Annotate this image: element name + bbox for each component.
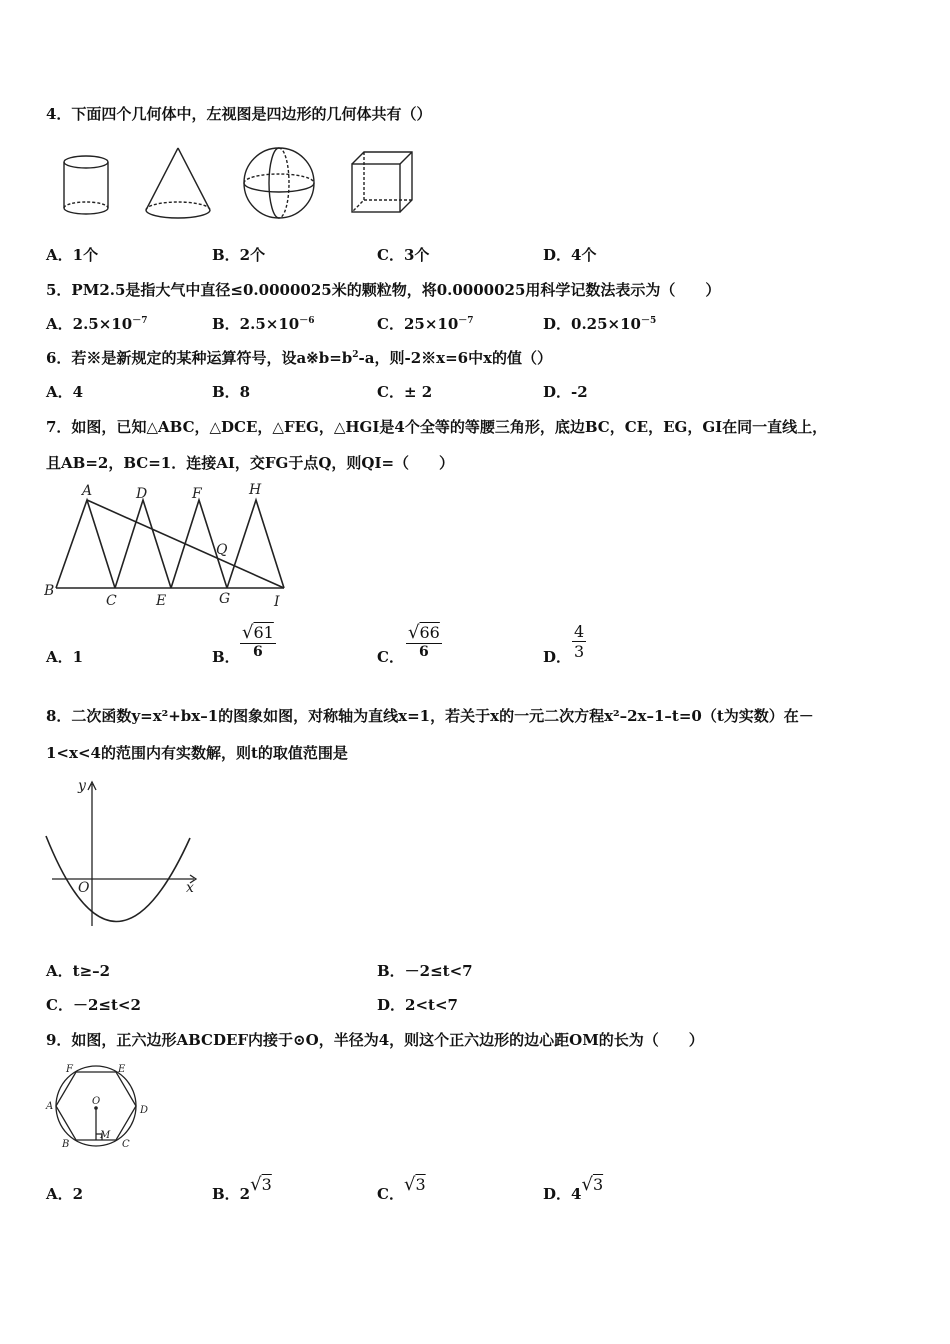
q7-stem-line1: 7．如图，已知△ABC，△DCE，△FEG，△HGI是4个全等的等腰三角形，底边BC，CE，EG，GI在同一直线上， (46, 418, 828, 436)
q8-option-a[interactable]: A．t≥–2 (46, 962, 111, 980)
q7-label-q: Q (216, 542, 228, 558)
q4-option-a[interactable]: A．1个 (46, 246, 99, 264)
q7-option-c-label[interactable]: C． (377, 648, 404, 666)
q9-option-c-sqrt-icon: √ (403, 1174, 416, 1195)
q9-option-b-sqrt-icon: √ (250, 1174, 262, 1195)
q9-option-a[interactable]: A．2 (46, 1185, 84, 1203)
q5-option-d-exponent: －5 (640, 316, 657, 326)
q8-x-label: x (186, 880, 194, 896)
q7-option-c-numerator: 66 (419, 623, 440, 642)
q7-option-b-fraction (240, 622, 276, 660)
q5-option-c[interactable] (377, 313, 474, 334)
q9-option-c-label: C． (377, 1185, 404, 1203)
q9-label-e: E (118, 1064, 126, 1075)
q6-stem (46, 347, 552, 368)
q6-option-c[interactable]: C．± 2 (377, 383, 433, 401)
q5-option-a[interactable] (46, 313, 147, 334)
q7-label-a: A (82, 483, 93, 499)
q9-option-d-label: D．4 (543, 1185, 582, 1203)
q7-option-a[interactable]: A．1 (46, 648, 84, 666)
q5-option-a-label: A．2.5×10 (46, 315, 133, 333)
q8-origin-label: O (78, 880, 90, 896)
q9-hexagon-figure (44, 1062, 162, 1152)
cube-icon (352, 152, 412, 212)
q9-option-c-radicand: 3 (415, 1175, 426, 1194)
q5-option-b-exponent: －6 (299, 316, 315, 326)
q7-label-i: I (274, 594, 280, 610)
q5-option-c-label: C．25×10 (377, 315, 459, 333)
q9-option-c[interactable] (377, 1174, 426, 1203)
q6-option-d[interactable]: D．-2 (543, 383, 588, 401)
q8-option-b[interactable]: B．－2≤t<7 (377, 962, 473, 980)
q9-label-d: D (140, 1105, 149, 1116)
q6-option-a[interactable]: A．4 (46, 383, 84, 401)
q4-stem: 4．下面四个几何体中，左视图是四边形的几何体共有（） (46, 105, 432, 123)
q6-option-b[interactable]: B．8 (212, 383, 251, 401)
cone-icon (146, 148, 210, 218)
q7-option-d-fraction (572, 622, 586, 661)
q9-label-m: M (100, 1130, 111, 1141)
q9-label-a: A (46, 1101, 54, 1112)
q4-option-d[interactable]: D．4个 (543, 246, 597, 264)
q9-option-d-radicand: 3 (592, 1175, 604, 1194)
q7-label-c: C (106, 593, 117, 609)
q9-label-c: C (122, 1139, 130, 1150)
q7-option-d-denominator: 3 (574, 642, 585, 661)
q7-option-b-numerator: 61 (253, 623, 274, 642)
q9-option-b[interactable] (212, 1174, 272, 1203)
q9-option-b-label: B．2 (212, 1185, 251, 1203)
q5-option-b-label: B．2.5×10 (212, 315, 300, 333)
q7-option-d-label[interactable]: D． (543, 648, 572, 666)
q5-option-a-exponent: －7 (132, 316, 148, 326)
q7-label-d: D (136, 486, 148, 502)
q7-option-b-denominator: 6 (240, 643, 276, 660)
q4-figures (50, 142, 430, 224)
q8-parabola-graph (44, 776, 204, 938)
q7-label-e: E (156, 593, 167, 609)
q7-stem-line2: 且AB=2，BC=1．连接AI，交FG于点Q，则QI=（ ） (46, 454, 455, 472)
q7-option-c-fraction (406, 622, 442, 660)
q4-option-c[interactable]: C．3个 (377, 246, 430, 264)
q7-label-g: G (219, 591, 231, 607)
q7-label-b: B (44, 583, 55, 599)
q6-stem-exponent: 2 (352, 350, 359, 360)
q7-label-f: F (192, 486, 202, 502)
q4-option-b[interactable]: B．2个 (212, 246, 266, 264)
q7-triangles-figure (44, 480, 294, 612)
q8-y-label: y (78, 778, 86, 794)
q9-stem: 9．如图，正六边形ABCDEF内接于⊙O，半径为4，则这个正六边形的边心距OM的长为（ ） (46, 1031, 704, 1049)
sphere-icon (244, 148, 314, 218)
q7-option-c-sqrt-icon: √ (408, 622, 420, 643)
q9-label-f: F (66, 1064, 73, 1075)
q7-option-b-sqrt-icon: √ (242, 622, 254, 643)
q5-option-d-label: D．0.25×10 (543, 315, 641, 333)
q6-stem-part-b: -a，则-2※x=6中x的值（） (358, 349, 553, 367)
q5-option-c-exponent: －7 (458, 316, 474, 326)
q8-option-d[interactable]: D．2<t<7 (377, 996, 458, 1014)
q9-label-o: O (92, 1096, 101, 1107)
q5-option-d[interactable] (543, 313, 656, 334)
q7-option-d-numerator: 4 (574, 622, 585, 641)
q7-option-b-label[interactable]: B． (212, 648, 240, 666)
q5-option-b[interactable] (212, 313, 314, 334)
q7-label-h: H (249, 482, 262, 498)
q9-option-d-sqrt-icon: √ (581, 1174, 593, 1195)
q9-option-d[interactable] (543, 1174, 604, 1203)
q5-stem: 5．PM2.5是指大气中直径≤0.0000025米的颗粒物，将0.0000025用科学记数法表示为（ ） (46, 281, 721, 299)
q7-option-c-denominator: 6 (406, 643, 442, 660)
q8-option-c[interactable]: C．－2≤t<2 (46, 996, 141, 1014)
q8-stem-line1: 8．二次函数y=x²+bx–1的图象如图，对称轴为直线x=1，若关于x的一元二次方程x²–2x–1–t=0（t为实数）在－ (46, 707, 814, 725)
q9-label-b: B (62, 1139, 70, 1150)
cylinder-icon (64, 156, 108, 214)
q8-stem-line2: 1<x<4的范围内有实数解，则t的取值范围是 (46, 744, 348, 762)
q6-stem-part-a: 6．若※是新规定的某种运算符号，设a※b=b (46, 349, 353, 367)
q9-option-b-radicand: 3 (261, 1175, 272, 1194)
